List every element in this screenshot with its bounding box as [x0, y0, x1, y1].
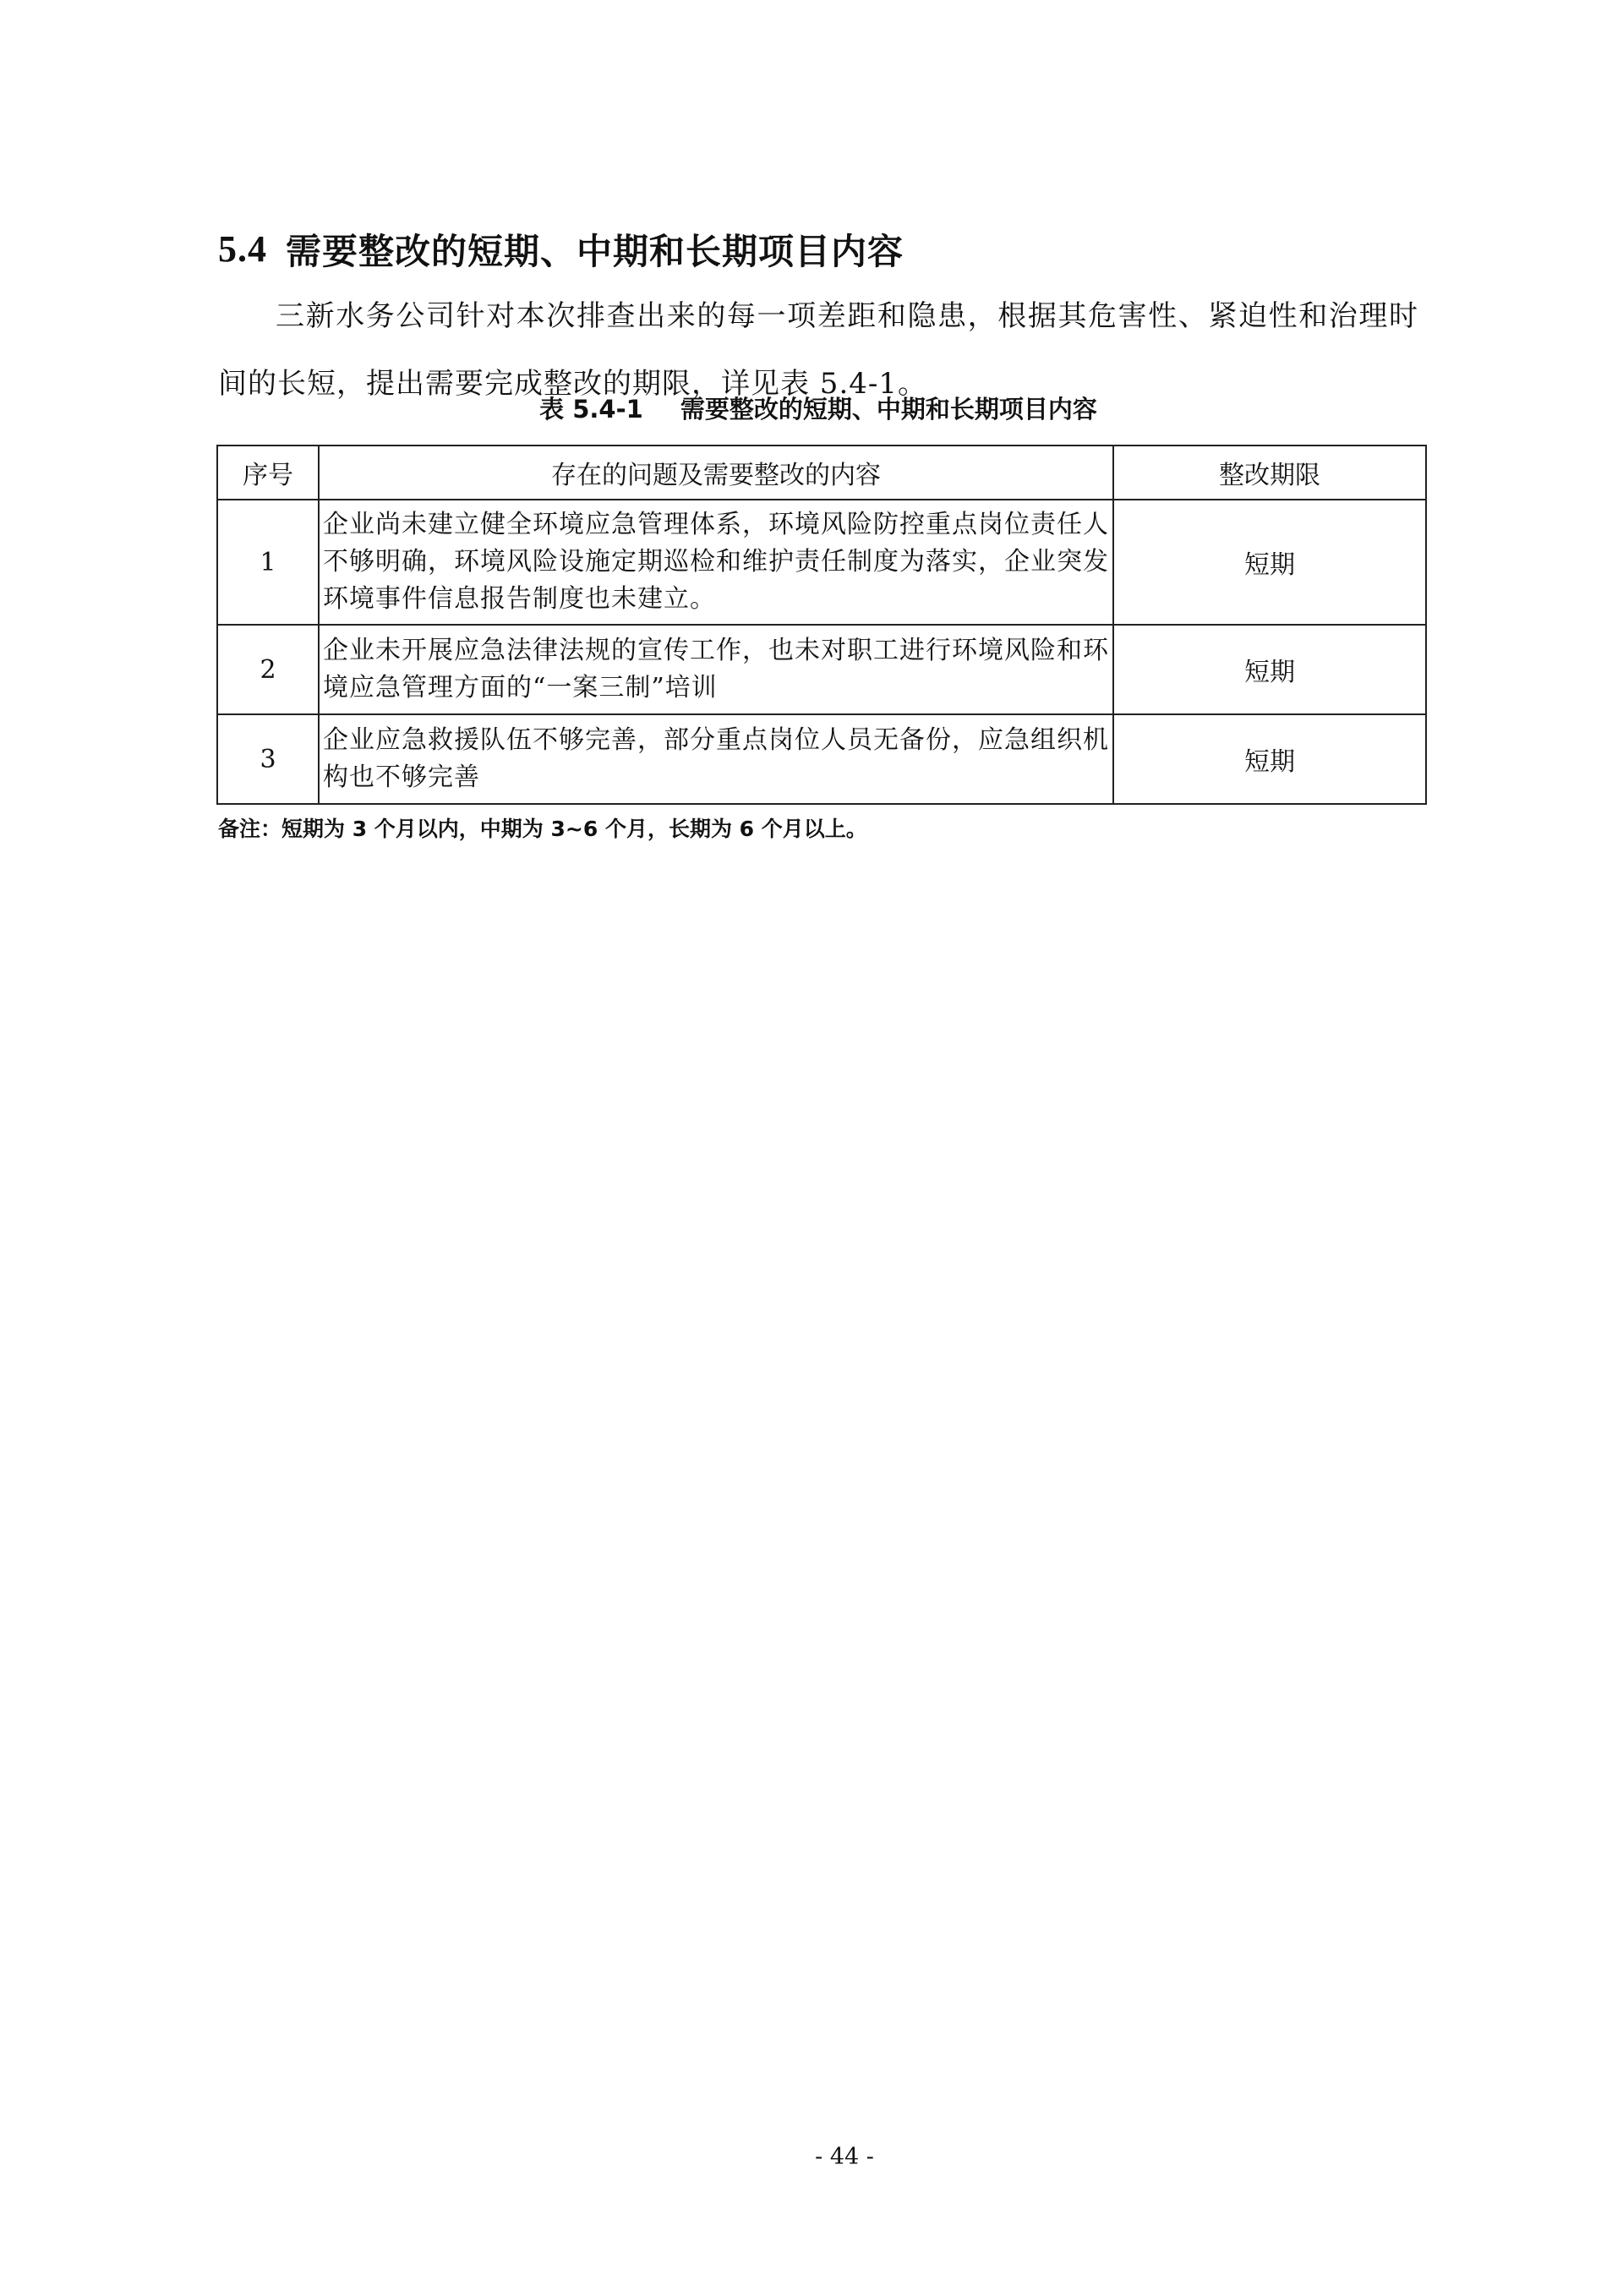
header-no: 序号 — [217, 446, 319, 500]
intro-paragraph: 三新水务公司针对本次排查出来的每一项差距和隐患，根据其危害性、紧迫性和治理时间的长短，提出需要完成整改的期限，详见表 5.4-1。 — [218, 299, 1418, 401]
page-number: - 44 - — [815, 2144, 874, 2170]
row-period: 短期 — [1113, 500, 1426, 625]
row-no: 3 — [217, 714, 319, 804]
row-no: 2 — [217, 625, 319, 714]
row-content: 企业尚未建立健全环境应急管理体系，环境风险防控重点岗位责任人不够明确，环境风险设施定期巡检和维护责任制度为落实，企业突发环境事件信息报告制度也未建立。 — [319, 500, 1113, 625]
row-content: 企业未开展应急法律法规的宣传工作，也未对职工进行环境风险和环境应急管理方面的“一案三制”培训 — [319, 625, 1113, 714]
table-row — [217, 625, 1426, 714]
row-content: 企业应急救援队伍不够完善，部分重点岗位人员无备份，应急组织机构也不够完善 — [319, 714, 1113, 804]
section-number: 5.4 — [218, 228, 267, 271]
row-period: 短期 — [1113, 714, 1426, 804]
section-title: 需要整改的短期、中期和长期项目内容 — [286, 230, 904, 272]
section-heading — [218, 217, 1418, 282]
table-row — [217, 714, 1426, 804]
table-row — [217, 500, 1426, 625]
row-no: 1 — [217, 500, 319, 625]
table-caption — [218, 384, 1418, 435]
header-content: 存在的问题及需要整改的内容 — [319, 446, 1113, 500]
table-header-row — [217, 446, 1426, 500]
table-note: 备注：短期为 3 个月以内，中期为 3~6 个月，长期为 6 个月以上。 — [218, 817, 867, 841]
rectification-table — [216, 445, 1427, 805]
header-period: 整改期限 — [1113, 446, 1426, 500]
table-caption-title: 需要整改的短期、中期和长期项目内容 — [680, 395, 1097, 424]
row-period: 短期 — [1113, 625, 1426, 714]
table-caption-number: 表 5.4-1 — [539, 395, 643, 424]
